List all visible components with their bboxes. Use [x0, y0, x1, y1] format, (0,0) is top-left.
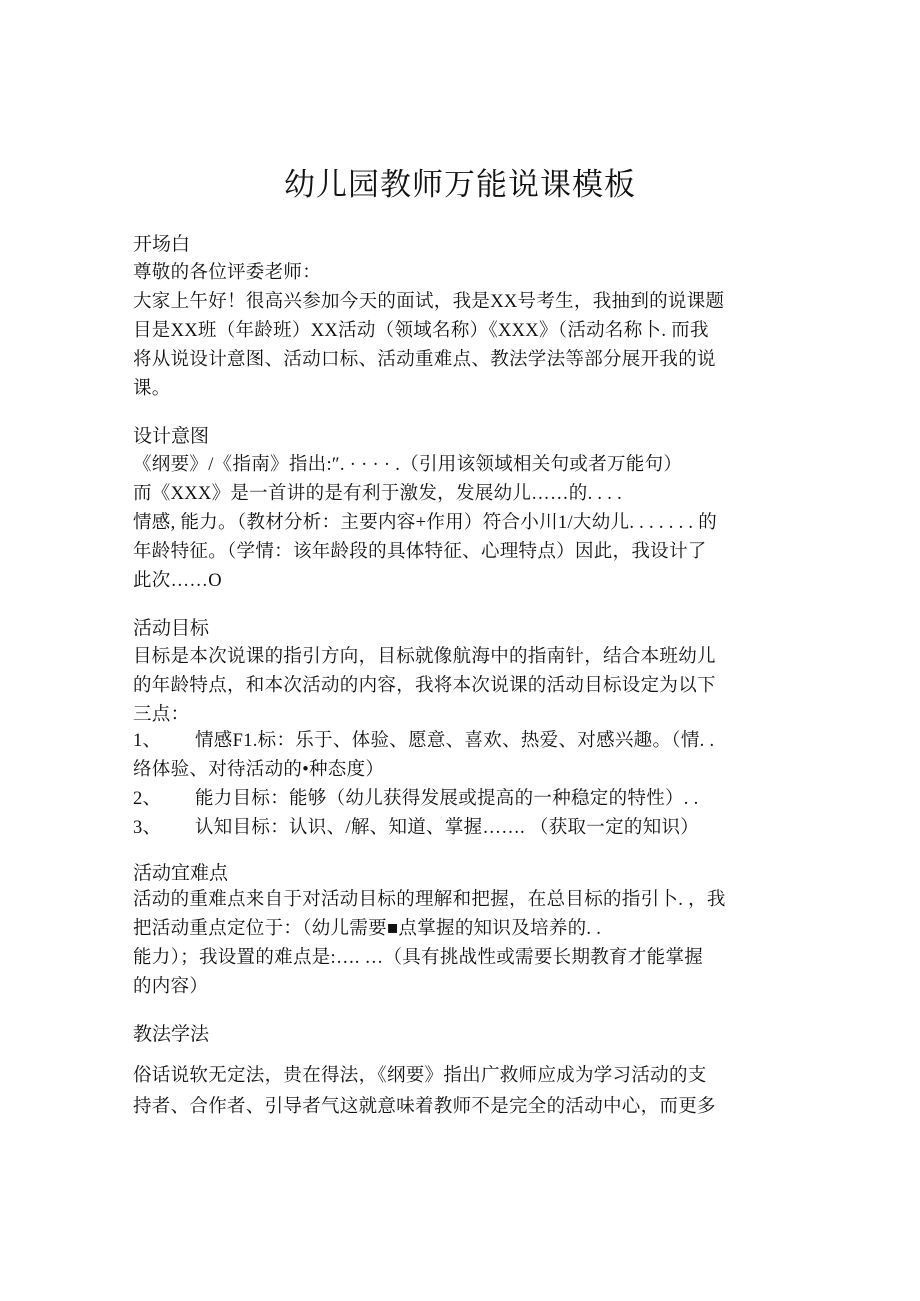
body-line: 持者、合作者、引导者气这就意味着教师不是完全的活动中心，而更多	[133, 1097, 716, 1117]
section-heading-methods: 教法学法	[133, 1024, 210, 1045]
list-item-number: 3、	[133, 818, 162, 838]
document-title: 幼儿园教师万能说课模板	[284, 167, 636, 202]
body-line: 的内容）	[133, 977, 209, 997]
section-heading-opening: 开场白	[133, 234, 191, 255]
list-item-text: 情感F1.标：乐于、体验、愿意、喜欢、热爱、对感兴趣。（情. .	[195, 731, 715, 751]
list-item-text: 认知目标：认识、/解、知道、掌握……. （获取一定的知识）	[195, 818, 700, 838]
list-item-continuation: 络体验、对待活动的•种态度）	[133, 760, 385, 780]
section-heading-goals: 活动目标	[133, 618, 210, 639]
body-line: 能力）；我设置的难点是:…. …（具有挑战性或需要长期教育才能掌握	[133, 948, 704, 968]
list-item-text: 能力目标：能够（幼儿获得发展或提高的一种稳定的特性）. .	[195, 789, 699, 809]
body-line: 把活动重点定位于：（幼儿需要■点掌握的知识及培养的. .	[133, 919, 602, 939]
section-heading-design: 设计意图	[133, 426, 210, 447]
body-line: 将从说设计意图、活动口标、活动重难点、教法学法等部分展开我的说	[133, 350, 716, 370]
section-body-methods	[133, 1061, 773, 1123]
body-line: 而《XXX》是一首讲的是有利于激发，发展幼儿……的. . . .	[133, 484, 623, 504]
section-heading-key-points: 活动宜难点	[133, 863, 229, 884]
list-item-number: 1、	[133, 731, 162, 751]
body-line: 目是XX班（年龄班）XX活动（领域名称）《XXX》（活动名称卜. 而我	[133, 321, 709, 341]
list-item	[133, 785, 773, 814]
body-line: 的年龄特点，和本次活动的内容，我将本次说课的活动目标设定为以下	[133, 676, 716, 696]
section-body-goals	[133, 643, 773, 730]
list-item	[133, 814, 773, 843]
goals-list	[133, 727, 773, 843]
section-body-opening	[133, 259, 773, 404]
section-body-key-points	[133, 886, 773, 1002]
body-line: 此次……O	[133, 571, 222, 591]
list-item-number: 2、	[133, 789, 162, 809]
body-line: 《纲要》/《指南》指出:″. · · · · .（引用该领域相关句或者万能句）	[133, 455, 683, 475]
body-line: 目标是本次说课的指引方向，目标就像航海中的指南针，结合本班幼儿	[133, 647, 716, 667]
body-line: 大家上午好！很高兴参加今天的面试，我是XX号考生，我抽到的说课题	[133, 292, 725, 312]
body-line: 俗话说软无定法，贵在得法，《纲要》指出广救师应成为学习活动的支	[133, 1066, 707, 1086]
section-body-design	[133, 451, 773, 596]
body-line: 课。	[133, 379, 171, 399]
list-item	[133, 727, 773, 756]
body-line: 三点：	[133, 705, 190, 725]
body-line: 情感, 能力。（教材分析：主要内容+作用）符合小川1/大幼儿. . . . . . . 的	[133, 513, 718, 533]
body-line: 尊敬的各位评委老师：	[133, 263, 322, 283]
body-line: 年龄特征。（学情：该年龄段的具体特征、心理特点）因此，我设计了	[133, 542, 707, 562]
body-line: 活动的重难点来自于对活动目标的理解和把握，在总目标的指引卜. ，我	[133, 890, 726, 910]
